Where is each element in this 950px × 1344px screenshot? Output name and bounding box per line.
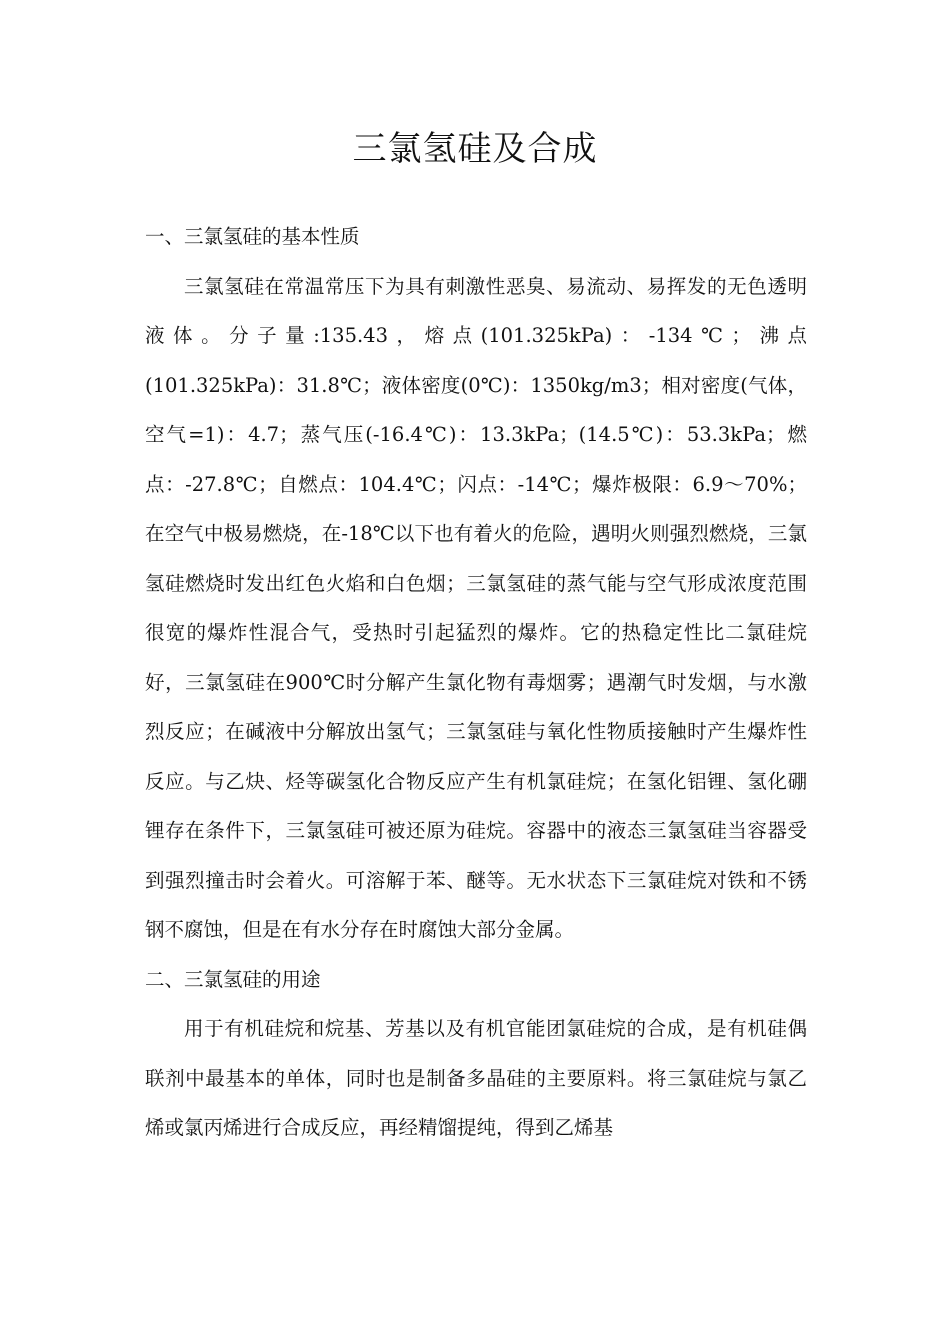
section-paragraph-2: 用于有机硅烷和烷基、芳基以及有机官能团氯硅烷的合成，是有机硅偶联剂中最基本的单体，同时也是制备多晶硅的主要原料。将三氯硅烷与氯乙烯或氯丙烯进行合成反应，再经精馏提纯，得到乙烯基	[145, 1017, 807, 1139]
section-heading-2: 二、三氯氢硅的用途	[145, 967, 321, 991]
section-heading-1: 一、三氯氢硅的基本性质	[145, 225, 360, 248]
document-title: 三氯氢硅及合成	[352, 129, 598, 169]
section-paragraph-1: 三氯氢硅在常温常压下为具有刺激性恶臭、易流动、易挥发的无色透明液体。分子量:135.43，熔点(101.325kPa)：-134℃；沸点(101.325kPa)：31.8℃；液体密度(0℃)：1350kg/m3；相对密度(气体，空气=1)：4.7；蒸气压(-16.4℃)：13.3kPa；(14.5℃)：53.3kPa；燃点：-27.8℃；自燃点：104.4℃；闪点：-14℃；爆炸极限：6.9～70%；在空气中极易燃烧，在-18℃以下也有着火的危险，遇明火则强烈燃烧，三氯氢硅燃烧时发出红色火焰和白色烟；三氯氢硅的蒸气能与空气形成浓度范围很宽的爆炸性混合气，受热时引起猛烈的爆炸。它的热稳定性比二氯硅烷好，三氯氢硅在900℃时分解产生氯化物有毒烟雾；遇潮气时发烟，与水激烈反应；在碱液中分解放出氢气；三氯氢硅与氧化性物质接触时产生爆炸性反应。与乙炔、烃等碳氢化合物反应产生有机氯硅烷；在氢化铝锂、氢化硼锂存在条件下，三氯氢硅可被还原为硅烷。容器中的液态三氯氢硅当容器受到强烈撞击时会着火。可溶解于苯、醚等。无水状态下三氯硅烷对铁和不锈钢不腐蚀，但是在有水分存在时腐蚀大部分金属。	[145, 274, 807, 941]
document-body	[145, 212, 807, 1153]
